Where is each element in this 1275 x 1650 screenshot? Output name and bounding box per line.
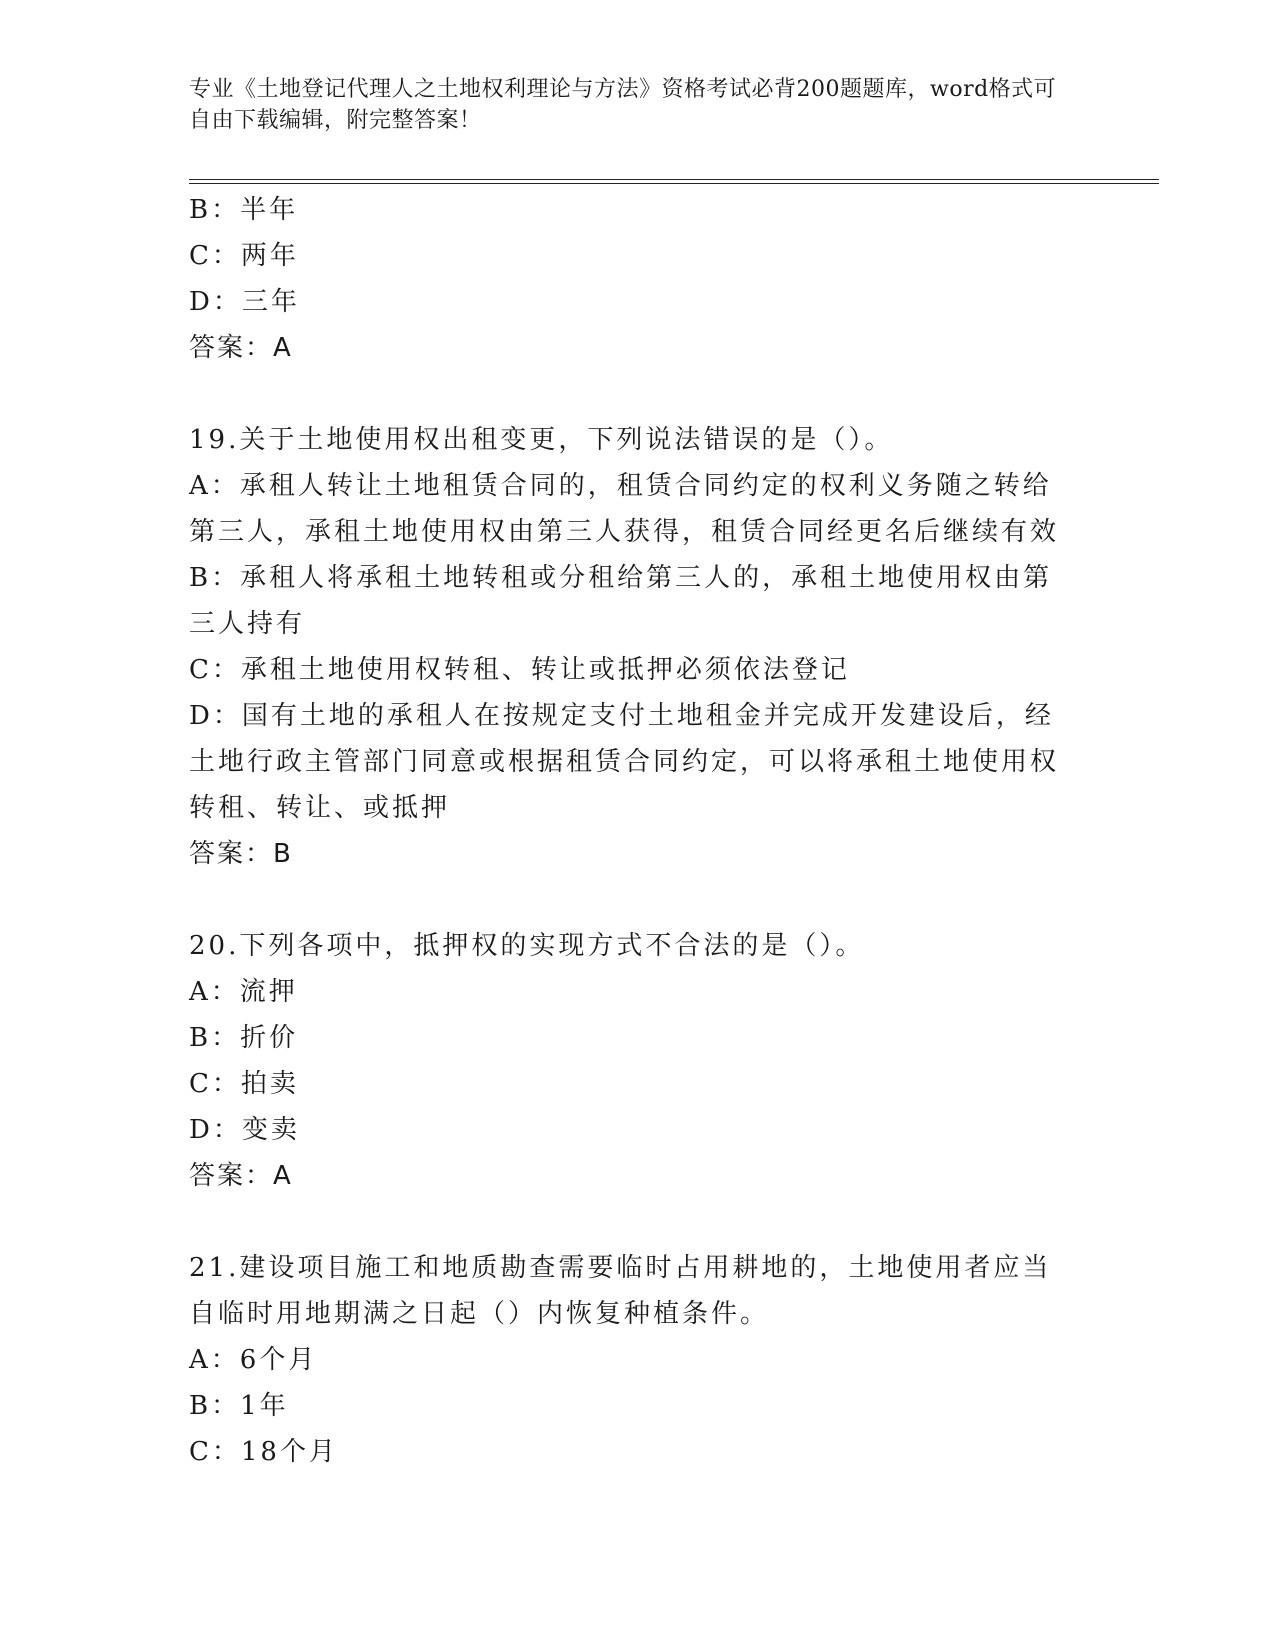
- option-d: D：三年: [189, 287, 300, 317]
- option-a: A：承租人转让土地租赁合同的，租赁合同约定的权利义务随之转给第三人，承租土地使用权由第三人获得，租赁合同经更名后继续有效: [189, 471, 1060, 547]
- spacer: [189, 1199, 1079, 1245]
- option-c: C：承租土地使用权转租、转让或抵押必须依法登记: [189, 655, 850, 685]
- header-divider-top: [189, 179, 1159, 180]
- option-a: A：6个月: [189, 1345, 318, 1375]
- option-c: C：拍卖: [189, 1069, 299, 1099]
- answer-label: 答案：B: [189, 839, 293, 869]
- question-text: 21.建设项目施工和地质勘查需要临时占用耕地的，土地使用者应当自临时用地期满之日起（）内恢复种植条件。: [189, 1253, 1052, 1329]
- question-list: [189, 187, 1079, 1475]
- option-c: C：18个月: [189, 1437, 338, 1467]
- question-20: [189, 923, 1079, 1199]
- option-d: D：变卖: [189, 1115, 300, 1145]
- option-d: D：国有土地的承租人在按规定支付土地租金并完成开发建设后，经土地行政主管部门同意或根据租赁合同约定，可以将承租土地使用权转租、转让、或抵押: [189, 701, 1060, 823]
- option-b: B：半年: [189, 195, 299, 225]
- question-18-tail: [189, 187, 1079, 371]
- question-text: 20.下列各项中，抵押权的实现方式不合法的是（）。: [189, 931, 865, 961]
- question-21: [189, 1245, 1079, 1475]
- document-title: 专业《土地登记代理人之土地权利理论与方法》资格考试必背200题题库，word格式可自由下载编辑，附完整答案！: [189, 77, 1057, 133]
- question-19: [189, 417, 1079, 877]
- option-b: B：承租人将承租土地转租或分租给第三人的，承租土地使用权由第三人持有: [189, 563, 1053, 639]
- header-divider-bottom: [189, 183, 1159, 184]
- option-b: B：折价: [189, 1023, 299, 1053]
- answer-label: 答案：A: [189, 1161, 293, 1191]
- option-a: A：流押: [189, 977, 298, 1007]
- spacer: [189, 877, 1079, 923]
- option-b: B：1年: [189, 1391, 289, 1421]
- option-c: C：两年: [189, 241, 299, 271]
- spacer: [189, 371, 1079, 417]
- question-text: 19.关于土地使用权出租变更，下列说法错误的是（）。: [189, 425, 894, 455]
- answer-label: 答案：A: [189, 333, 293, 363]
